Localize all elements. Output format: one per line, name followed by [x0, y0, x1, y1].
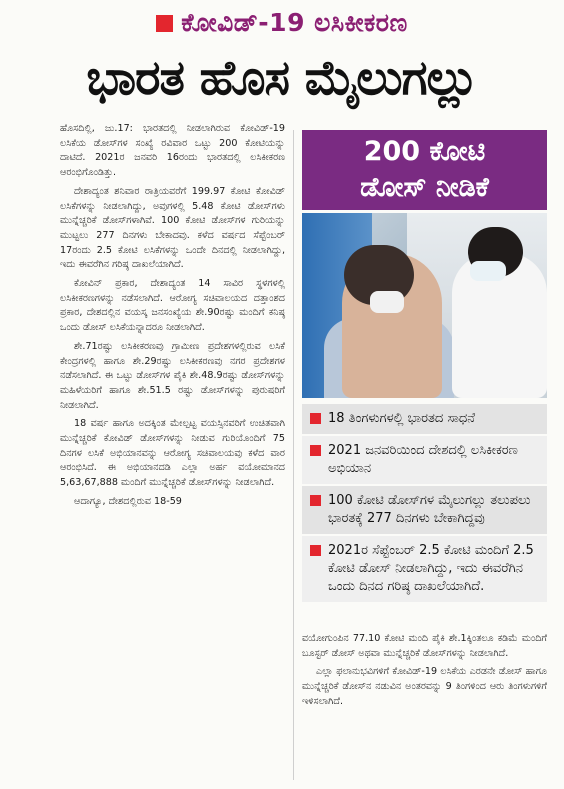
left-column [60, 122, 285, 514]
column-divider [293, 130, 294, 780]
highlight-item [302, 486, 547, 536]
highlight-text: 2021 ಜನವರಿಯಿಂದ ದೇಶದಲ್ಲಿ ಲಸಿಕೀಕರಣ ಅಭಿಯಾನ [328, 443, 518, 476]
highlights-box [302, 404, 547, 604]
highlight-item [302, 536, 547, 604]
highlight-text: 18 ತಿಂಗಳುಗಳಲ್ಲಿ ಭಾರತದ ಸಾಧನೆ [328, 411, 476, 426]
bullet-square-icon [310, 495, 321, 506]
banner [302, 130, 547, 210]
paragraph: ವಯೋಗುಂಪಿನ 77.10 ಕೋಟಿ ಮಂದಿ ಪೈಕಿ ಶೇ.1ಕ್ಕಿಂತಲೂ ಕಡಿಮೆ ಮಂದಿಗೆ ಬೂಸ್ಟರ್ ಡೋಸ್ ಅಥವಾ ಮುನ್ನೆಚ್ಚರಿಕೆ ಡೋಸ್‌ಗಳನ್ನು ನೀಡಲಾಗಿದೆ. [302, 633, 547, 659]
headline: ಭಾರತ ಹೊಸ ಮೈಲುಗಲ್ಲು [86, 50, 478, 106]
highlight-item [302, 436, 547, 486]
bullet-square-icon [310, 545, 321, 556]
kicker-text: ಕೋವಿಡ್-19 ಲಸಿಕೀಕರಣ [181, 8, 408, 37]
paragraph: 18 ವರ್ಷ ಹಾಗೂ ಅದಕ್ಕಿಂತ ಮೇಲ್ಪಟ್ಟ ವಯಸ್ಸಿನವರಿಗೆ ಉಚಿತವಾಗಿ ಮುನ್ನೆಚ್ಚರಿಕೆ ಕೋವಿಡ್ ಡೋಸ್‌ಗಳನ್ನು ನೀಡುವ ಗುರಿಯೊಂದಿಗೆ 75 ದಿನಗಳ ಲಸಿಕೆ ಅಭಿಯಾನವನ್ನು ಆರೋಗ್ಯ ಸಚಿವಾಲಯವು ಕಳೆದ ವಾರ ಆರಂಭಿಸಿದೆ. ಈ ಅಭಿಯಾನದಡಿ ಎಲ್ಲಾ ಅರ್ಹ ವಯೋಮಾನದ 5,63,67,888 ಮಂದಿಗೆ ಮುನ್ನೆಚ್ಚರಿಕೆ ಡೋಸ್‌ಗಳನ್ನು ನೀಡಲಾಗಿದೆ. [60, 418, 285, 489]
paragraph: ಹೊಸದಿಲ್ಲಿ, ಜು.17: ಭಾರತದಲ್ಲಿ ನೀಡಲಾಗಿರುವ ಕೋವಿಡ್-19 ಲಸಿಕೆಯ ಡೋಸ್‌ಗಳ ಸಂಖ್ಯೆ ರವಿವಾರ ಒಟ್ಟು 200 ಕೋಟಿಯನ್ನು ದಾಟಿದೆ. 2021ರ ಜನವರಿ 16ರಂದು ಭಾರತದಲ್ಲಿ ಲಸಿಕೀಕರಣ ಆರಂಭಿಗೊಂಡಿತ್ತು. [60, 123, 285, 179]
highlight-text: 100 ಕೋಟಿ ಡೋಸ್‌ಗಳ ಮೈಲುಗಲ್ಲು ತಲುಪಲು ಭಾರತಕ್ಕೆ 277 ದಿನಗಳು ಬೇಕಾಗಿದ್ದವು [328, 493, 531, 526]
patient-mask [370, 291, 404, 313]
paragraph: ಎಲ್ಲಾ ಫಲಾನುಭವಿಗಳಿಗೆ ಕೋವಿಡ್-19 ಲಸಿಕೆಯ ಎರಡನೇ ಡೋಸ್ ಹಾಗೂ ಮುನ್ನೆಚ್ಚರಿಕೆ ಡೋಸ್‌ನ ನಡುವಿನ ಅಂತರವನ್ನು 9 ತಿಂಗಳಿಂದ ಆರು ತಿಂಗಳುಗಳಿಗೆ ಇಳಿಸಲಾಗಿದೆ. [302, 666, 547, 707]
red-square-icon [156, 15, 173, 32]
paragraph: ಕೋವಿನ್ ಪ್ರಕಾರ, ದೇಶಾದ್ಯಂತ 14 ಸಾವಿರ ಸ್ಥಳಗಳಲ್ಲಿ ಲಸಿಕೀಕರಣಗಳನ್ನು ನಡೆಸಲಾಗಿದೆ. ಆರೋಗ್ಯ ಸಚಿವಾಲಯದ ದತ್ತಾಂಶದ ಪ್ರಕಾರ, ದೇಶದಲ್ಲಿನ ವಯಸ್ಕ ಜನಸಂಖ್ಯೆಯ ಶೇ.90ರಷ್ಟು ಮಂದಿಗೆ ಕನಿಷ್ಠ ಒಂದು ಡೋಸ್ ಲಸಿಕೆಯನ್ನಾದರೂ ನೀಡಲಾಗಿದೆ. [60, 278, 285, 334]
kicker [0, 8, 564, 38]
paragraph: ದೇಶಾದ್ಯಂತ ಶನಿವಾರ ರಾತ್ರಿಯವರೆಗೆ 199.97 ಕೋಟಿ ಕೋವಿಡ್ ಲಸಿಕೆಗಳನ್ನು ನೀಡಲಾಗಿದ್ದು, ಅವುಗಳಲ್ಲಿ 5.48 ಕೋಟಿ ಡೋಸ್‌ಗಳು ಮುನ್ನೆಚ್ಚರಿಕೆ ಡೋಸ್‌ಗಳಾಗಿವೆ. 100 ಕೋಟಿ ಡೋಸ್‌ಗಳ ಗುರಿಯನ್ನು ಮುಟ್ಟಲು 277 ದಿನಗಳು ಬೇಕಾದವು. ಕಳೆದ ವರ್ಷದ ಸೆಪ್ಟೆಂಬರ್ 17ರಂದು 2.5 ಕೋಟಿ ಲಸಿಕೆಗಳನ್ನು ಒಂದೇ ದಿನದಲ್ಲಿ ನೀಡಲಾಗಿದ್ದು, ಇದು ಈವರೆಗಿನ ಗರಿಷ್ಠ ದಾಖಲೆಯಾಗಿದೆ. [60, 185, 285, 271]
paragraph: ಆದಾಗ್ಯೂ, ದೇಶದಲ್ಲಿರುವ 18-59 [74, 495, 182, 507]
bullet-square-icon [310, 445, 321, 456]
highlight-text: 2021ರ ಸೆಪ್ಟೆಂಬರ್ 2.5 ಕೋಟಿ ಮಂದಿಗೆ 2.5 ಕೋಟಿ ಡೋಸ್ ನೀಡಲಾಗಿದ್ದು, ಇದು ಈವರೆಗಿನ ಒಂದು ದಿನದ ಗರಿಷ್ಠ ದಾಖಲೆಯಾಗಿದೆ. [328, 543, 534, 594]
banner-line-2: ಡೋಸ್ ನೀಡಿಕೆ [360, 172, 489, 203]
bullet-square-icon [310, 413, 321, 424]
health-worker-mask [470, 261, 506, 281]
right-column [302, 632, 547, 714]
paragraph: ಶೇ.71ರಷ್ಟು ಲಸಿಕೀಕರಣವು ಗ್ರಾಮೀಣ ಪ್ರದೇಶಗಳಲ್ಲಿರುವ ಲಸಿಕೆ ಕೇಂದ್ರಗಳಲ್ಲಿ ಹಾಗೂ ಶೇ.29ರಷ್ಟು ಲಸಿಕೀಕರಣವು ನಗರ ಪ್ರದೇಶಗಳ ನಡೆಸಲಾಗಿದೆ. ಈ ಒಟ್ಟು ಡೋಸ್‌ಗಳ ಪೈಕಿ ಶೇ.48.9ರಷ್ಟು ಡೋಸ್‌ಗಳನ್ನು ಮಹಿಳೆಯರಿಗೆ ಹಾಗೂ ಶೇ.51.5 ರಷ್ಟು ಡೋಸ್‌ಗಳನ್ನು ಪುರುಷರಿಗೆ ನೀಡಲಾಗಿದೆ. [60, 340, 285, 411]
vaccination-photo [302, 213, 547, 398]
highlight-item [302, 404, 547, 436]
banner-line-1: 200 ಕೋಟಿ [363, 136, 486, 167]
